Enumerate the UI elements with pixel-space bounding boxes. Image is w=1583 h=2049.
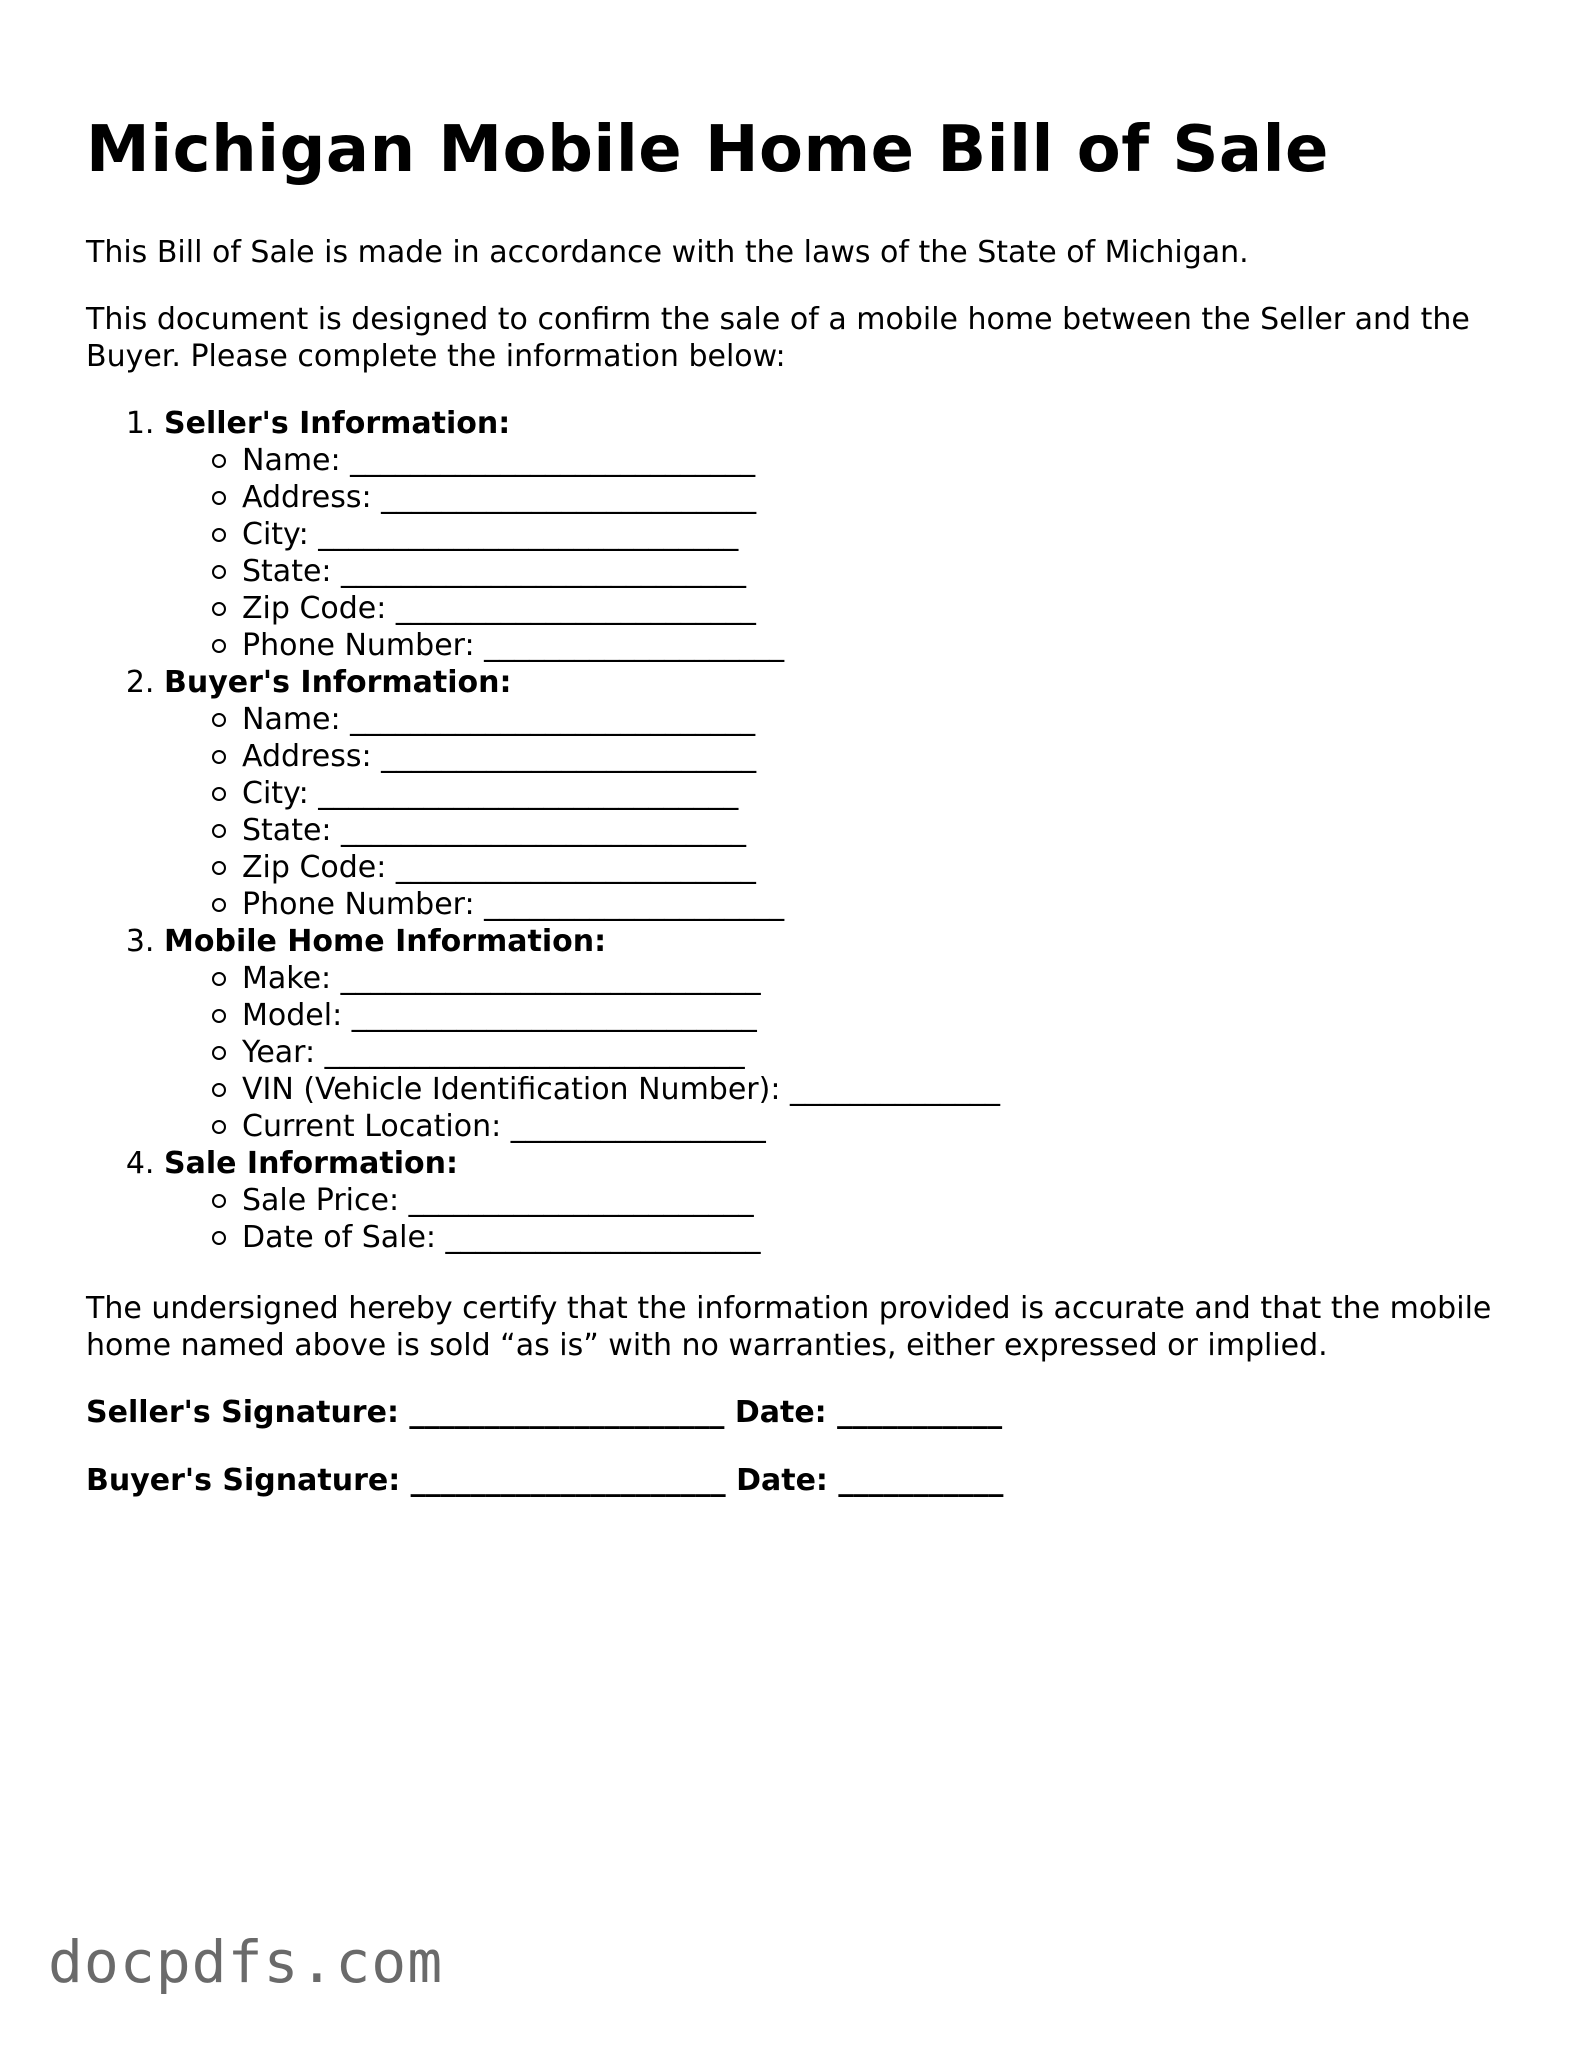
section-mobile-home-information bbox=[164, 923, 1506, 1145]
field-make: Make: ____________________________ bbox=[242, 960, 1506, 997]
field-buyer-state: State: ___________________________ bbox=[242, 812, 1506, 849]
section-seller-information bbox=[164, 405, 1506, 664]
field-list bbox=[164, 442, 1506, 664]
section-title: Sale Information: bbox=[164, 1146, 458, 1181]
intro-paragraph-2: This document is designed to confirm the sale of a mobile home between the Seller and the Buyer. Please complete the information below: bbox=[86, 302, 1470, 374]
field-seller-state: State: ___________________________ bbox=[242, 553, 1506, 590]
section-title: Seller's Information: bbox=[164, 406, 511, 441]
field-seller-phone-number: Phone Number: ____________________ bbox=[242, 627, 1506, 664]
field-year: Year: ____________________________ bbox=[242, 1034, 1506, 1071]
document-title: Michigan Mobile Home Bill of Sale bbox=[86, 113, 1329, 187]
field-sale-price: Sale Price: _______________________ bbox=[242, 1182, 1506, 1219]
field-seller-city: City: ____________________________ bbox=[242, 516, 1506, 553]
watermark: docpdfs.com bbox=[48, 1928, 444, 1996]
section-buyer-information bbox=[164, 664, 1506, 923]
section-title: Buyer's Information: bbox=[164, 665, 512, 700]
field-buyer-city: City: ____________________________ bbox=[242, 775, 1506, 812]
section-title: Mobile Home Information: bbox=[164, 924, 607, 959]
document-page bbox=[86, 108, 1506, 1499]
field-seller-zip-code: Zip Code: ________________________ bbox=[242, 590, 1506, 627]
field-current-location: Current Location: _________________ bbox=[242, 1108, 1506, 1145]
field-buyer-zip-code: Zip Code: ________________________ bbox=[242, 849, 1506, 886]
field-buyer-address: Address: _________________________ bbox=[242, 738, 1506, 775]
field-list bbox=[164, 701, 1506, 923]
field-seller-address: Address: _________________________ bbox=[242, 479, 1506, 516]
field-model: Model: ___________________________ bbox=[242, 997, 1506, 1034]
field-vin: VIN (Vehicle Identification Number): ______________ bbox=[242, 1071, 1506, 1108]
buyer-signature-line: Buyer's Signature: _____________________ Date: ___________ bbox=[86, 1463, 1004, 1498]
sections-list bbox=[86, 405, 1506, 1256]
field-date-of-sale: Date of Sale: _____________________ bbox=[242, 1219, 1506, 1256]
field-seller-name: Name: ___________________________ bbox=[242, 442, 1506, 479]
field-list bbox=[164, 960, 1506, 1145]
intro-paragraph-1: This Bill of Sale is made in accordance with the laws of the State of Michigan. bbox=[86, 235, 1249, 270]
certification-paragraph: The undersigned hereby certify that the information provided is accurate and that the mobile home named above is sold “as is” with no warranties, either expressed or implied. bbox=[86, 1291, 1492, 1363]
field-buyer-name: Name: ___________________________ bbox=[242, 701, 1506, 738]
section-sale-information bbox=[164, 1145, 1506, 1256]
field-list bbox=[164, 1182, 1506, 1256]
seller-signature-line: Seller's Signature: _____________________ Date: ___________ bbox=[86, 1395, 1003, 1430]
field-buyer-phone-number: Phone Number: ____________________ bbox=[242, 886, 1506, 923]
